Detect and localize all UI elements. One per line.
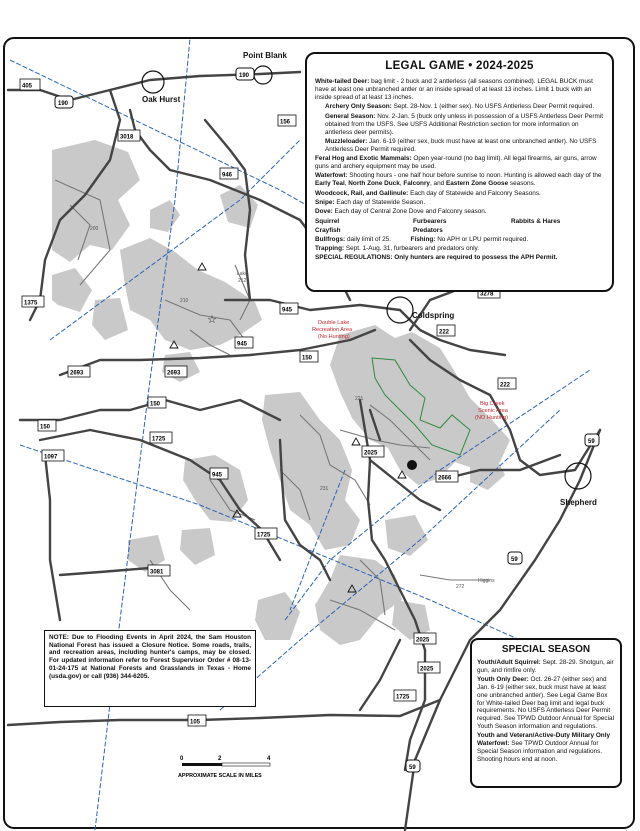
veteran-waterfowl-season: Youth and Veteran/Active-Duty Military Only Waterfowl: See TPWD Outdoor Annual for Special Season information and regulations. Shooting hours end at noon. — [477, 732, 611, 763]
double-lake-label-1: Double Lake — [318, 320, 350, 326]
white-tailed-deer-rules: White-tailed Deer: bag limit - 2 buck and 2 antlerless (all seasons combined). LEGAL BUCK must have at least one unbranched antler or an inside spread of at least 13 inches. Limit 1 buck with an inside spread of at least 13 inches. — [315, 78, 593, 101]
svg-text:190: 190 — [239, 73, 250, 79]
us59-north-shield — [585, 434, 599, 446]
svg-text:0: 0 — [180, 756, 184, 762]
svg-text:Lake: Lake — [237, 271, 248, 277]
legal-game-box — [305, 52, 614, 292]
archery-season: Archery Only Season: Sept. 28-Nov. 1 (either sex). No USFS Antlerless Deer Permit required. — [325, 103, 595, 111]
svg-text:1725: 1725 — [152, 436, 166, 443]
general-season: General Season: Nov. 2-Jan. 5 (buck only unless in possession of a USFS Antlerless Deer Permit obtained from the USFS. See USFS Additional Restriction section for more information on antlerless deer permits). — [325, 112, 603, 136]
double-lake-label-2: Recreation Area — [312, 327, 353, 333]
svg-text:222: 222 — [439, 329, 450, 336]
svg-text:231: 231 — [320, 486, 329, 492]
svg-text:272: 272 — [456, 584, 465, 590]
svg-text:1375: 1375 — [24, 300, 38, 307]
svg-text:4: 4 — [267, 756, 271, 762]
woodcock-rules: Woodcock, Rail, and Gallinule: Each day of Statewide and Falconry Seasons. — [315, 189, 541, 197]
svg-text:2666: 2666 — [438, 475, 452, 482]
bullfrog-fishing-rules: Bullfrogs: daily limit of 25. Fishing: No APH or LPU permit required. — [315, 235, 529, 243]
dove-rules: Dove: Each day of Central Zone Dove and Falconry season. — [315, 208, 487, 216]
svg-text:105: 105 — [190, 719, 201, 726]
svg-text:210: 210 — [180, 298, 189, 304]
big-creek-label-3: (NO Hunting) — [475, 415, 508, 421]
svg-text:212: 212 — [238, 278, 247, 284]
svg-text:190: 190 — [58, 101, 69, 107]
svg-text:1097: 1097 — [44, 454, 58, 461]
ranger-station-icon — [407, 460, 417, 470]
youth-squirrel-season: Youth/Adult Squirrel: Sept. 28-29. Shotgun, air gun, and rimfire only. — [477, 659, 614, 674]
svg-text:2025: 2025 — [416, 637, 430, 644]
town-point-blank: Point Blank — [243, 51, 288, 60]
svg-text:59: 59 — [588, 439, 595, 445]
trapping-rules: Trapping: Sept. 1-Aug. 31, furbearers and predators only. — [315, 244, 480, 252]
us190-east-shield — [236, 68, 254, 80]
species-row-2: Crayfish Predators — [315, 226, 443, 234]
feral-hog-rules: Feral Hog and Exotic Mammals: Open year-round (no bag limit). All legal firearms, air guns, arrow guns and archery equipment may be used. — [315, 155, 597, 171]
snipe-rules: Snipe: Each day of Statewide Season. — [315, 199, 426, 207]
muzzleloader-season: Muzzleloader: Jan. 6-19 (either sex, buck must have at least one unbranched antler). No USFS Antlerless Deer Permit required. — [325, 137, 597, 153]
svg-text:3018: 3018 — [120, 134, 134, 141]
svg-text:2: 2 — [218, 756, 222, 762]
species-row-1: Squirrel Furbearers Rabbits & Hares — [315, 217, 561, 225]
svg-text:Higgins: Higgins — [478, 578, 495, 584]
star-icon: ☆ — [207, 314, 217, 326]
special-season-title: SPECIAL SEASON — [501, 644, 591, 655]
flood-closure-note — [44, 630, 256, 707]
svg-text:156: 156 — [280, 119, 291, 126]
svg-text:3278: 3278 — [480, 291, 494, 298]
svg-text:222: 222 — [500, 382, 511, 389]
svg-text:150: 150 — [40, 424, 51, 431]
big-creek-label-1: Big Creek — [480, 401, 505, 407]
svg-text:2025: 2025 — [420, 666, 434, 673]
special-regulations: SPECIAL REGULATIONS: Only hunters are required to possess the APH Permit. — [315, 254, 558, 262]
svg-text:946: 946 — [222, 172, 233, 179]
town-coldspring: Coldspring — [412, 311, 455, 320]
us59-mid-shield — [508, 552, 522, 564]
legal-game-title: LEGAL GAME • 2024-2025 — [385, 60, 534, 72]
svg-text:1725: 1725 — [396, 694, 410, 701]
town-oak-hurst: Oak Hurst — [142, 95, 181, 104]
svg-text:2693: 2693 — [167, 370, 181, 377]
us190-west-shield — [55, 96, 73, 108]
special-season-box — [470, 638, 622, 788]
svg-text:3081: 3081 — [150, 569, 164, 576]
waterfowl-rules: Waterfowl: Shooting hours - one half hour before sunrise to noon. Hunting is allowed each day of the Early Teal, North Zone Duck, Falconry, and Eastern Zone Goose seasons. — [315, 172, 602, 188]
svg-text:59: 59 — [511, 557, 518, 563]
svg-text:200: 200 — [90, 226, 99, 232]
svg-text:APPROXIMATE SCALE IN MILES: APPROXIMATE SCALE IN MILES — [178, 773, 262, 779]
svg-text:945: 945 — [212, 472, 223, 479]
svg-text:1725: 1725 — [257, 532, 271, 539]
svg-text:2025: 2025 — [364, 450, 378, 457]
svg-text:221: 221 — [355, 396, 364, 402]
svg-text:945: 945 — [282, 307, 293, 314]
svg-text:945: 945 — [237, 341, 248, 348]
svg-text:59: 59 — [409, 765, 416, 771]
flood-closure-note-text: NOTE: Due to Flooding Events in April 2024, the Sam Houston National Forest has issued a Closure Notice. Some roads, trails, and recreation areas, including hunter's camps, may be closed. For updated information refer to Forest Supervisor Order # 08-13-01-24-175 at National Forests and Grasslands in Texas - Home (usda.gov) or call (936) 344-6205. — [49, 634, 251, 680]
svg-text:150: 150 — [302, 355, 313, 362]
svg-text:405: 405 — [22, 83, 33, 90]
youth-deer-season: Youth Only Deer: Oct. 26-27 (either sex) and Jan. 6-19 (either sex, buck must have at least one unbranched antler). See Legal Game Box for White-tailed Deer bag limit and legal buck requirements. No USFS Antlerless Deer Permit required. See TPWD Outdoor Annual for Special Youth Season information and regulations. — [477, 675, 614, 731]
town-shepherd: Shepherd — [560, 498, 597, 507]
us59-south-shield — [406, 760, 420, 772]
big-creek-label-2: Scenic Area — [478, 408, 508, 414]
svg-text:2693: 2693 — [70, 370, 84, 377]
svg-text:150: 150 — [150, 401, 161, 408]
double-lake-label-3: (No Hunting) — [318, 334, 350, 340]
